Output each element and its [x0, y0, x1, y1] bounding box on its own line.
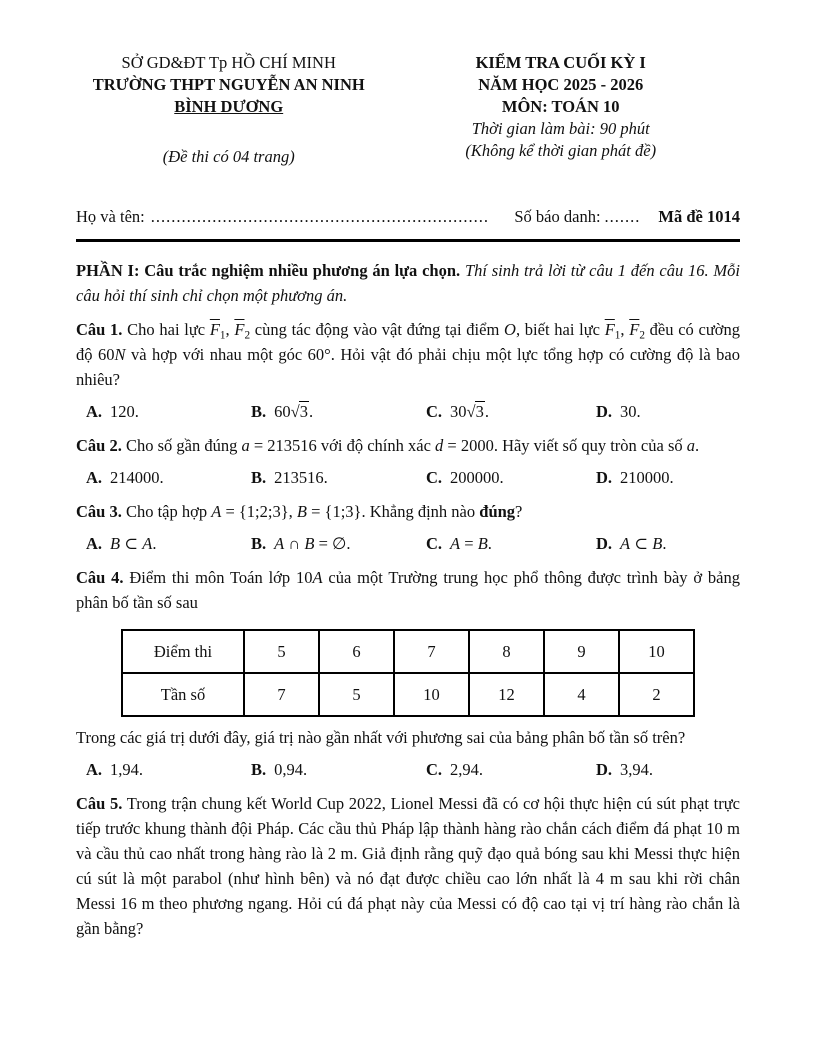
option-letter: A.	[86, 468, 103, 487]
question-5	[76, 791, 740, 941]
option-letter: D.	[596, 402, 613, 421]
table-cell: 7	[244, 673, 319, 716]
question-3	[76, 499, 740, 556]
subject: MÔN: TOÁN 10	[501, 97, 620, 116]
part1-intro: PHẦN I: Câu trắc nghiệm nhiều phương án lựa chọn. Thí sinh trả lời từ câu 1 đến câu 16. Mỗi câu hỏi thí sinh chỉ chọn một phương án.	[76, 261, 740, 305]
option-value: 214000.	[110, 468, 164, 487]
table-row-frequencies	[122, 673, 694, 716]
table-cell: 5	[319, 673, 394, 716]
option-d	[596, 757, 740, 782]
option-a	[86, 757, 251, 782]
option-value: 30.	[620, 402, 641, 421]
page-count-note: (Đề thi có 04 trang)	[162, 147, 295, 166]
department-name: SỞ GD&ĐT Tp HỒ CHÍ MINH	[121, 53, 336, 72]
question-3-stem: Câu 3. Cho tập hợp A = {1;2;3}, B = {1;3}. Khẳng định nào đúng?	[76, 502, 523, 521]
table-cell: 7	[394, 630, 469, 673]
name-label: Họ và tên:	[76, 207, 145, 226]
exam-header	[76, 52, 740, 168]
question-1	[76, 317, 740, 424]
option-value: 120.	[110, 402, 139, 421]
question-4-options	[76, 757, 740, 782]
option-b	[251, 465, 426, 490]
option-letter: D.	[596, 468, 613, 487]
student-info-row	[76, 204, 740, 229]
option-d	[596, 531, 740, 556]
table-cell: Tần số	[122, 673, 244, 716]
option-c	[426, 757, 596, 782]
option-a	[86, 399, 251, 424]
exam-code-badge: Mã đề 1014	[658, 207, 740, 226]
option-d	[596, 465, 740, 490]
table-cell: 6	[319, 630, 394, 673]
table-cell: 10	[394, 673, 469, 716]
header-divider	[76, 239, 740, 242]
option-value: B ⊂ A.	[110, 534, 157, 553]
frequency-table	[121, 629, 695, 717]
option-b	[251, 757, 426, 782]
question-1-options	[76, 399, 740, 424]
option-a	[86, 531, 251, 556]
table-cell: 9	[544, 630, 619, 673]
question-2	[76, 433, 740, 490]
id-label: Số báo danh:	[514, 207, 601, 226]
id-fill-line: .......	[604, 207, 641, 226]
option-letter: C.	[426, 468, 443, 487]
option-value: 2,94.	[450, 760, 484, 779]
table-cell: Điểm thi	[122, 630, 244, 673]
distribution-note: (Không kể thời gian phát đề)	[465, 141, 657, 160]
exam-title: KIỂM TRA CUỐI KỲ I	[475, 53, 646, 72]
header-exam-block	[381, 52, 740, 162]
option-letter: B.	[251, 468, 267, 487]
name-fill-line: ..................................................................	[150, 207, 489, 226]
option-value: 60√3.	[274, 402, 314, 421]
option-letter: B.	[251, 760, 267, 779]
option-c	[426, 465, 596, 490]
table-cell: 5	[244, 630, 319, 673]
header-school-block	[76, 52, 381, 168]
option-b	[251, 531, 426, 556]
option-value: 213516.	[274, 468, 328, 487]
option-a	[86, 465, 251, 490]
question-4-followup: Trong các giá trị dưới đây, giá trị nào gần nhất với phương sai của bảng phân bố tần số trên?	[76, 728, 686, 747]
option-b	[251, 399, 426, 424]
option-letter: D.	[596, 534, 613, 553]
duration-note: Thời gian làm bài: 90 phút	[471, 119, 650, 138]
option-value: A = B.	[450, 534, 492, 553]
question-3-options	[76, 531, 740, 556]
question-2-stem: Câu 2. Cho số gần đúng a = 213516 với độ chính xác d = 2000. Hãy viết số quy tròn của số a.	[76, 436, 700, 455]
school-year: NĂM HỌC 2025 - 2026	[478, 75, 644, 94]
question-4	[76, 565, 740, 782]
table-row-scores	[122, 630, 694, 673]
option-value: A ∩ B = ∅.	[274, 534, 351, 553]
table-cell: 12	[469, 673, 544, 716]
option-letter: B.	[251, 402, 267, 421]
school-location: BÌNH DƯƠNG	[174, 97, 284, 116]
option-value: 0,94.	[274, 760, 308, 779]
option-letter: D.	[596, 760, 613, 779]
option-letter: C.	[426, 760, 443, 779]
table-cell: 8	[469, 630, 544, 673]
table-cell: 2	[619, 673, 694, 716]
question-2-options	[76, 465, 740, 490]
option-letter: B.	[251, 534, 267, 553]
school-name: TRƯỜNG THPT NGUYỄN AN NINH	[92, 75, 365, 94]
option-value: A ⊂ B.	[620, 534, 667, 553]
option-letter: C.	[426, 402, 443, 421]
question-5-stem: Câu 5. Trong trận chung kết World Cup 2022, Lionel Messi đã có cơ hội thực hiện cú sút phạt trực tiếp trước khung thành đội Pháp. Các cầu thủ Pháp lập thành hàng rào chắn cách điểm đá phạt 10 m và cầu thủ cao nhất trong hàng rào là 2 m. Giả định rằng quỹ đạo quả bóng sau khi Messi thực hiện cú sút là một parabol (như hình bên) và nó đạt được chiều cao lớn nhất là 4 m sau khi rời chân Messi 16 m theo phương ngang. Hỏi cú đá phạt này của Messi có độ cao tại vị trí hàng rào chắn là gần bằng?	[76, 794, 740, 938]
table-cell: 10	[619, 630, 694, 673]
option-c	[426, 399, 596, 424]
table-cell: 4	[544, 673, 619, 716]
option-letter: A.	[86, 760, 103, 779]
option-c	[426, 531, 596, 556]
question-4-stem: Câu 4. Điểm thi môn Toán lớp 10A của một Trường trung học phổ thông được trình bày ở bảng phân bố tần số sau	[76, 568, 740, 612]
option-letter: A.	[86, 402, 103, 421]
option-value: 30√3.	[450, 402, 489, 421]
question-1-stem: Câu 1. Cho hai lực $\overline{F}_1$, $\overline{F}_2$ cùng tác động vào vật đứng tại điểm O, biết hai lực $\overline{F}_1$, $\overline{F}_2$ đều có cường độ 60N và hợp với nhau một góc 60°. Hỏi vật đó phải chịu một lực tổng hợp có cường độ là bao nhiêu?	[76, 320, 740, 389]
option-value: 210000.	[620, 468, 674, 487]
option-value: 1,94.	[110, 760, 144, 779]
option-letter: C.	[426, 534, 443, 553]
option-value: 3,94.	[620, 760, 654, 779]
option-value: 200000.	[450, 468, 504, 487]
option-letter: A.	[86, 534, 103, 553]
option-d	[596, 399, 740, 424]
